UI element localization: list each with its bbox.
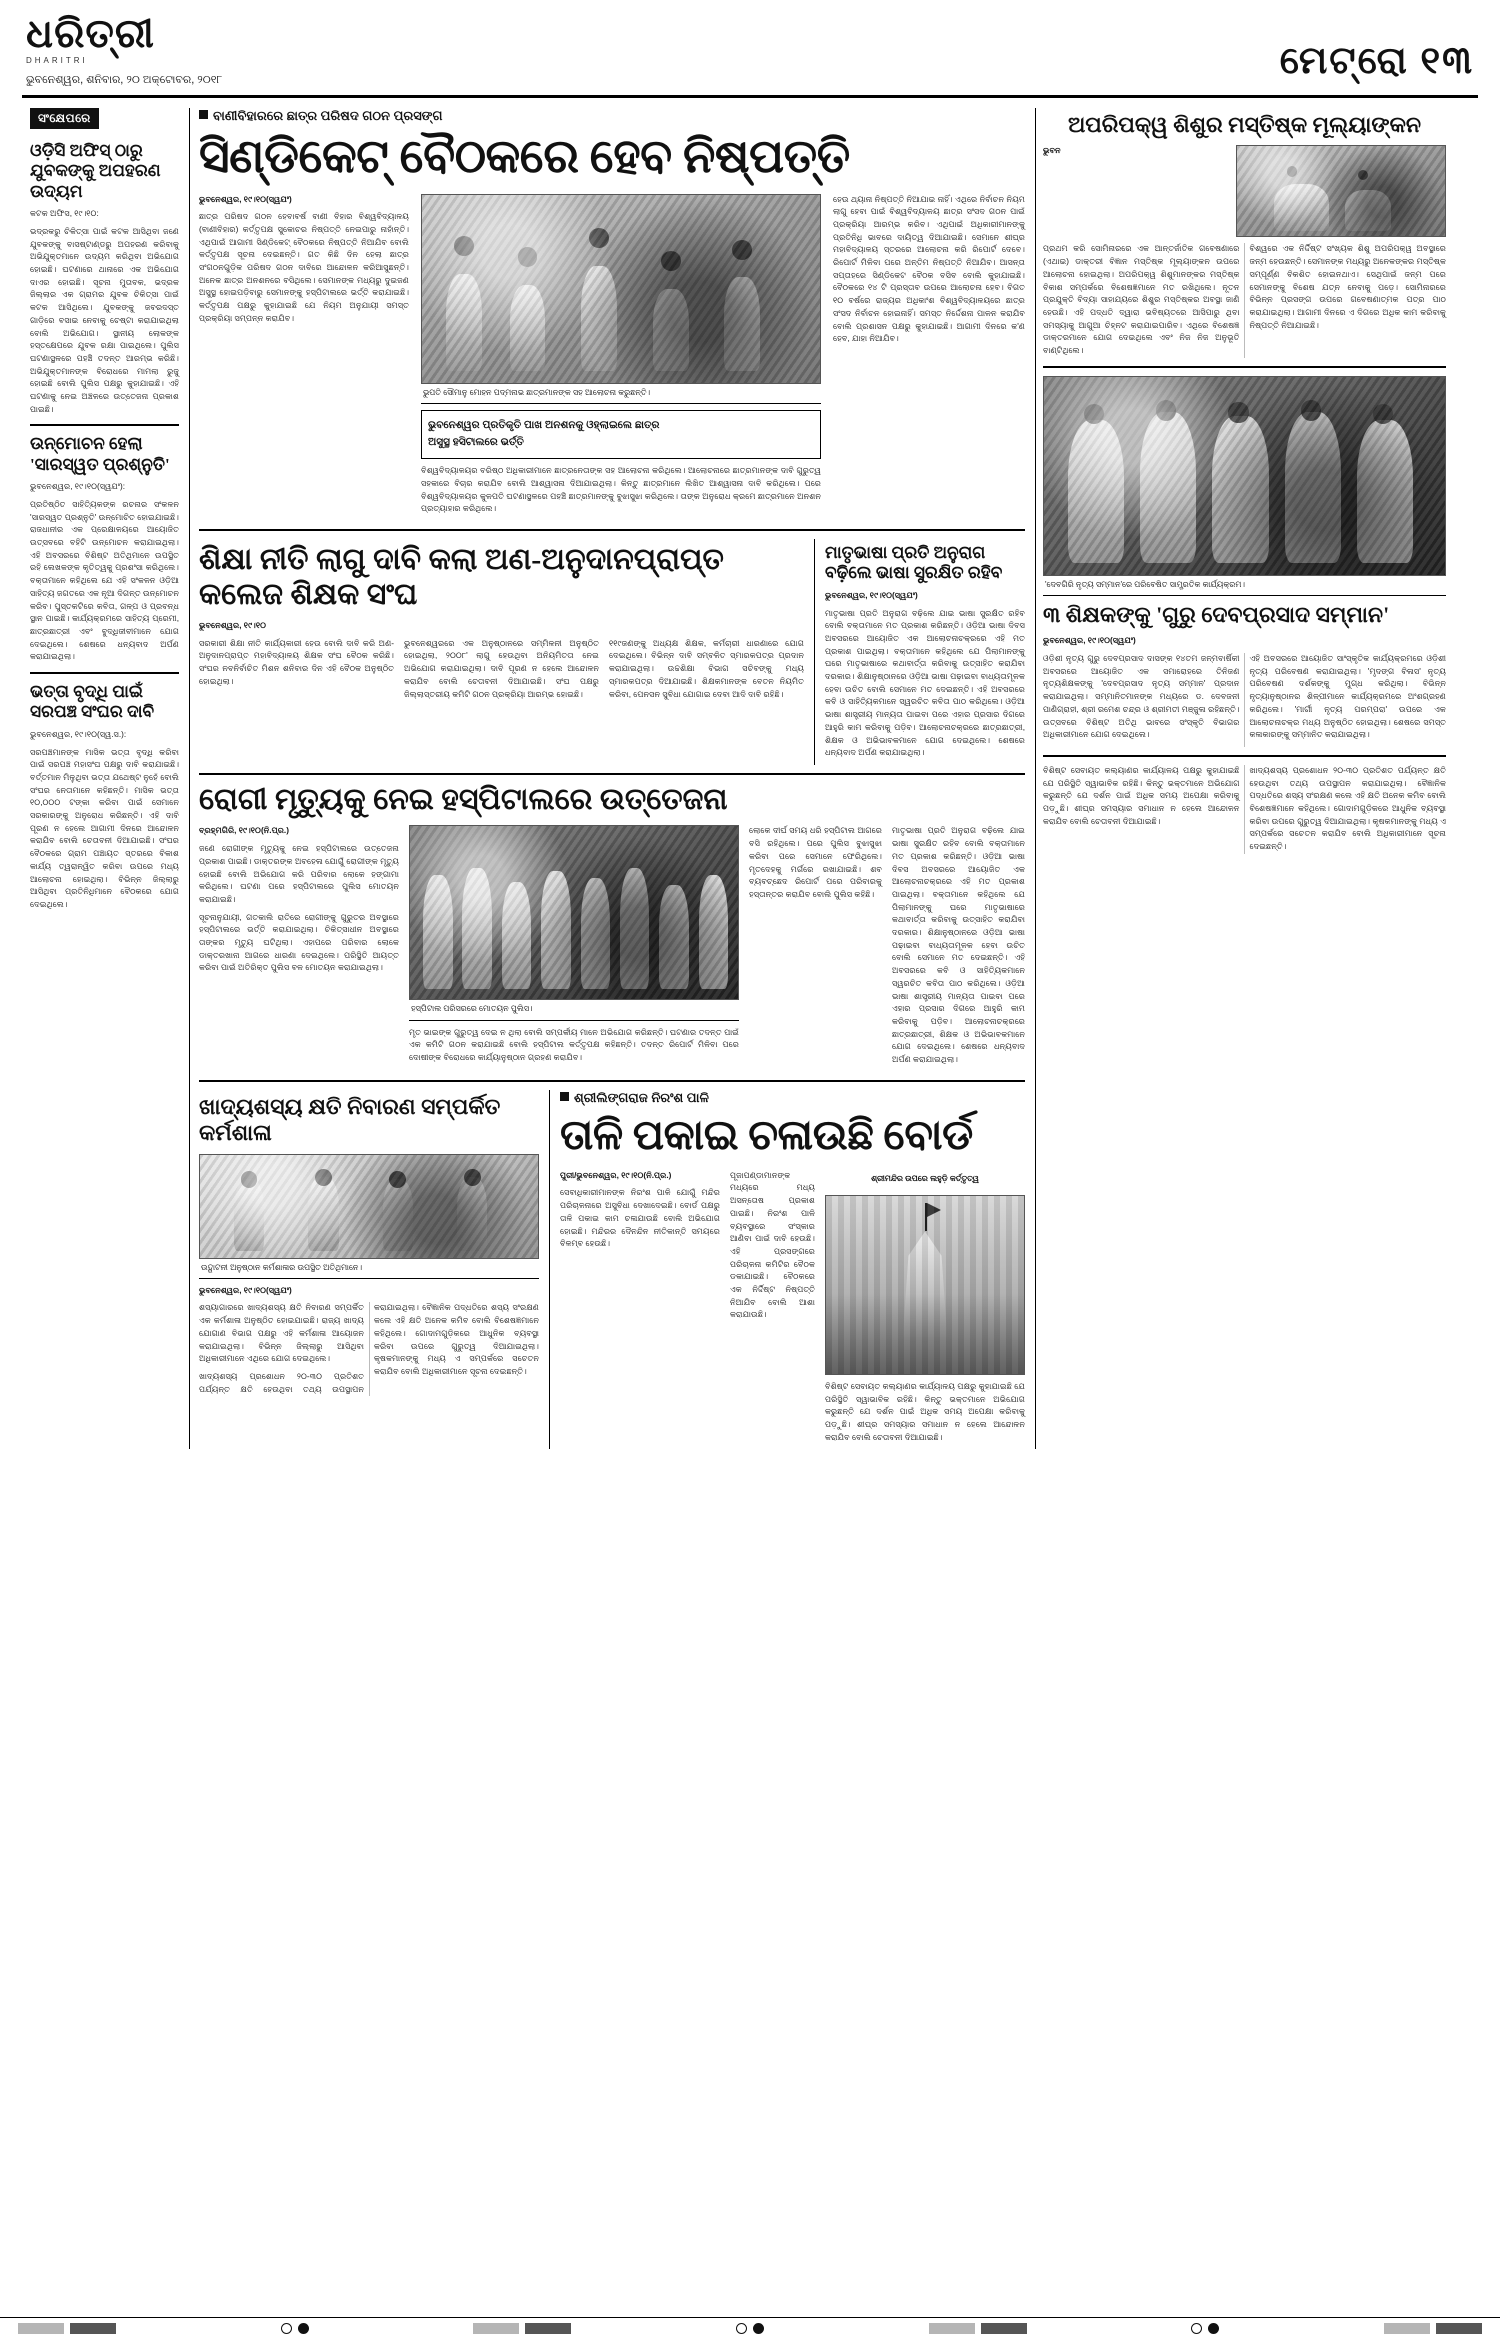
logo-subtext: DHARITRI (26, 56, 88, 65)
dance-paragraph: ଓଡ଼ିଶୀ ନୃତ୍ୟ ଗୁରୁ ଦେବପ୍ରସାଦ ଦାସଙ୍କ ୧୪ତମ ଜନ୍ମବାର୍ଷିକୀ ଅବସରରେ ଆୟୋଜିତ ଏକ ସମାରୋହରେ ତିନିଜଣ ନୃତ୍ୟଶିକ୍ଷକଙ୍କୁ 'ଦେବପ୍ରସାଦ ନୃତ୍ୟ ସମ୍ମାନ' ପ୍ରଦାନ କରାଯାଇଥିଲା। ସମ୍ମାନିତମାନଙ୍କ ମଧ୍ୟରେ ଡ. ଦେବଜନୀ ପାଣିଗ୍ରାହୀ, ଶ୍ରୀ ରମେଶ ଚନ୍ଦ୍ର ଓ ଶ୍ରୀମତୀ ମଞ୍ଜୁଳା ରହିଛନ୍ତି। ଉତ୍ସବରେ ବିଶିଷ୍ଟ ଅତିଥି ଭାବରେ ସଂସ୍କୃତି ବିଭାଗର ଅଧିକାରୀମାନେ ଯୋଗ ଦେଇଥିଲେ। (1043, 654, 1240, 740)
registration-dot (281, 2323, 292, 2334)
education-headline: ଶିକ୍ଷା ନୀତି ଲାଗୁ ଦାବି କଲା ଅଣ-ଅନୁଦାନପ୍ରାପ୍ତ କଲେଜ ଶିକ୍ଷକ ସଂଘ (199, 543, 724, 611)
registration-dot (1191, 2323, 1202, 2334)
dance-body (1043, 653, 1446, 747)
temple-dateline: ପୁରୀ/ଭୁବନେଶ୍ୱର, ୧୯।୧୦(ନି.ପ୍ର.) (560, 1170, 672, 1180)
registration-dot (736, 2323, 747, 2334)
registration-dot (1208, 2323, 1219, 2334)
language-extra: ମାତୃଭାଷା ପ୍ରତି ଅନୁରାଗ ବଢ଼ିଲେ ଯାଇ ଭାଷା ସୁରକ୍ଷିତ ରହିବ ବୋଲି ବକ୍ତାମାନେ ମତ ପ୍ରକାଶ କରିଛନ୍ତି। ଓଡ଼ିଆ ଭାଷା ଦିବସ ଅବସରରେ ଆୟୋଜିତ ଏକ ଆଲୋଚନାଚକ୍ରରେ ଏହି ମତ ପ୍ରକାଶ ପାଇଥିଲା। ବକ୍ତାମାନେ କହିଥିଲେ ଯେ ପିଲାମାନଙ୍କୁ ଘରେ ମାତୃଭାଷାରେ କଥାବାର୍ତ୍ତା କରିବାକୁ ଉତ୍ସାହିତ କରାଯିବା ଦରକାର। ଶିକ୍ଷାନୁଷ୍ଠାନରେ ଓଡ଼ିଆ ଭାଷା ପଢ଼ାଇବା ବାଧ୍ୟତାମୂଳକ ହେବା ଉଚିତ ବୋଲି ସେମାନେ ମତ ଦେଇଛନ୍ତି। ଏହି ଅବସରରେ କବି ଓ ସାହିତ୍ୟିକମାନେ ସ୍ୱରଚିତ କବିତା ପାଠ କରିଥିଲେ। ଓଡ଼ିଆ ଭାଷା ଶାସ୍ତ୍ରୀୟ ମାନ୍ୟତା ପାଇବା ପରେ ଏହାର ପ୍ରସାର ଦିଗରେ ଆହୁରି କାମ କରିବାକୁ ପଡ଼ିବ। ଆଲୋଚନାଚକ୍ରରେ ଛାତ୍ରଛାତ୍ରୀ, ଶିକ୍ଷକ ଓ ଅଭିଭାବକମାନେ ଯୋଗ ଦେଇଥିଲେ। ଶେଷରେ ଧନ୍ୟବାଦ ଅର୍ପଣ କରାଯାଇଥିଲା। (892, 826, 1025, 1065)
dance-dateline: ଭୁବନେଶ୍ୱର, ୧୯।୧୦(ସ୍ୱଯଂ) (1043, 636, 1136, 646)
column-rule (1035, 108, 1036, 1449)
main-content (191, 108, 1033, 1449)
lead-kicker (199, 108, 1025, 125)
workshop-body (199, 1302, 539, 1396)
registration-swatch (473, 2323, 519, 2334)
language-story (825, 539, 1025, 765)
flag-icon (925, 1203, 927, 1231)
brain-sub: ଭୁବନ (1043, 146, 1061, 156)
temple-kicker-text: ଶ୍ରୀଲିଙ୍ଗରାଜ ନିରଂଶ ପାଳି (574, 1089, 709, 1105)
lead-paragraph: ବିଶ୍ୱବିଦ୍ୟାଳୟର ବରିଷ୍ଠ ଅଧିକାରୀମାନେ ଛାତ୍ରନେତାଙ୍କ ସହ ଆଲୋଚନା କରିଥିଲେ। ଆଲୋଚନାରେ ଛାତ୍ରମାନଙ୍କ ଦାବି ଗୁରୁତ୍ୱ ସହକାରେ ବିଚାର କରାଯିବ ବୋଲି ଆଶ୍ୱାସନା ଦିଆଯାଇଥିଲା। କିନ୍ତୁ ଛାତ୍ରମାନେ ଲିଖିତ ଆଶ୍ୱାସନା ଦାବି କରିଥିଲେ। ପରେ ବିଶ୍ୱବିଦ୍ୟାଳୟର କୁଳପତି ଘଟଣାସ୍ଥଳରେ ପହଞ୍ଚି ଛାତ୍ରମାନଙ୍କୁ ବୁଝାସୁଝା କରିଥିଲେ। ତାଙ୍କ ଅନୁରୋଧ କ୍ରମେ ଛାତ୍ରମାନେ ଅନଶନ ପ୍ରତ୍ୟାହାର କରିଥିଲେ। (421, 466, 821, 514)
temple-paragraph: ସେବାଧିକାରୀମାନଙ୍କ ନିରଂଶ ପାଳି ଯୋଗୁଁ ମନ୍ଦିର ପରିଚାଳନାରେ ଅସୁବିଧା ଦେଖାଦେଇଛି। ବୋର୍ଡ ପକ୍ଷରୁ ତାଳି ପକାଇ କାମ ଚଳାଯାଉଛି ବୋଲି ଅଭିଯୋଗ ହୋଇଛି। ମନ୍ଦିରର ଦୈନନ୍ଦିନ ନୀତିକାନ୍ତି ସମୟରେ ବିଳମ୍ବ ହେଉଛି। (560, 1188, 720, 1249)
dance-photo-caption: 'ଦେବଗିରି ନୃତ୍ୟ ସମ୍ମାନ'ରେ ପରିବେଷିତ ସାମ୍ପ୍ରତିକ କାର୍ଯ୍ୟକ୍ରମ। (1043, 576, 1446, 596)
temple-story (560, 1090, 1025, 1450)
language-body: ମାତୃଭାଷା ପ୍ରତି ଅନୁରାଗ ବଢ଼ିଲେ ଯାଇ ଭାଷା ସୁରକ୍ଷିତ ରହିବ ବୋଲି ବକ୍ତାମାନେ ମତ ପ୍ରକାଶ କରିଛନ୍ତି। ଓଡ଼ିଆ ଭାଷା ଦିବସ ଅବସରରେ ଆୟୋଜିତ ଏକ ଆଲୋଚନାଚକ୍ରରେ ଏହି ମତ ପ୍ରକାଶ ପାଇଥିଲା। ବକ୍ତାମାନେ କହିଥିଲେ ଯେ ପିଲାମାନଙ୍କୁ ଘରେ ମାତୃଭାଷାରେ କଥାବାର୍ତ୍ତା କରିବାକୁ ଉତ୍ସାହିତ କରାଯିବା ଦରକାର। ଶିକ୍ଷାନୁଷ୍ଠାନରେ ଓଡ଼ିଆ ଭାଷା ପଢ଼ାଇବା ବାଧ୍ୟତାମୂଳକ ହେବା ଉଚିତ ବୋଲି ସେମାନେ ମତ ଦେଇଛନ୍ତି। ଏହି ଅବସରରେ କବି ଓ ସାହିତ୍ୟିକମାନେ ସ୍ୱରଚିତ କବିତା ପାଠ କରିଥିଲେ। ଓଡ଼ିଆ ଭାଷା ଶାସ୍ତ୍ରୀୟ ମାନ୍ୟତା ପାଇବା ପରେ ଏହାର ପ୍ରସାର ଦିଗରେ ଆହୁରି କାମ କରିବାକୁ ପଡ଼ିବ। ଆଲୋଚନାଚକ୍ରରେ ଛାତ୍ରଛାତ୍ରୀ, ଶିକ୍ଷକ ଓ ଅଭିଭାବକମାନେ ଯୋଗ ଦେଇଥିଲେ। ଶେଷରେ ଧନ୍ୟବାଦ ଅର୍ପଣ କରାଯାଇଥିଲା। (825, 608, 1025, 758)
education-story (199, 539, 804, 765)
photo-figures (1237, 146, 1445, 236)
lead-paragraph: ଛାତ୍ର ପରିଷଦ ଗଠନ ହେବାବର୍ଷ ବାଣୀ ବିହାର ବିଶ୍ୱବିଦ୍ୟାଳୟ (ବାଣୀବିହାର) କର୍ତ୍ତୃପକ୍ଷ ସୁକୋଚର ନିଷ୍ପତ୍ତି ନେଇପାରୁ ନାହାଁନ୍ତି। ଏଥିପାଇଁ ଆଗାମୀ ସିଣ୍ଡିକେଟ୍ ବୈଠକରେ ନିଷ୍ପତ୍ତି ନିଆଯିବ ବୋଲି କର୍ତ୍ତୃପକ୍ଷ ସୂଚନା ଦେଇଛନ୍ତି। ଗତ କିଛି ଦିନ ହେଲା ଛାତ୍ର ସଂଗଠନଗୁଡ଼ିକ ପରିଷଦ ଗଠନ ଦାବିରେ ଆନ୍ଦୋଳନ କରିଆସୁଛନ୍ତି। ଅନେକ ଛାତ୍ର ଅନଶନରେ ବସିଥିଲେ। ସେମାନଙ୍କ ମଧ୍ୟରୁ ଦୁଇଜଣ ଅସୁସ୍ଥ ହୋଇପଡ଼ିବାରୁ ସେମାନଙ୍କୁ ହସ୍ପିଟାଲରେ ଭର୍ତ୍ତି କରାଯାଇଛି। କର୍ତ୍ତୃପକ୍ଷ ପକ୍ଷରୁ କୁହାଯାଇଛି ଯେ ନିୟମ ଅନୁଯାୟୀ ସମସ୍ତ ପ୍ରକ୍ରିୟା ସମ୍ପନ୍ନ କରାଯିବ। (199, 212, 409, 323)
edition-dateline: ଭୁବନେଶ୍ୱର, ଶନିବାର, ୨୦ ଅକ୍ଟୋବର, ୨୦୧୮ (26, 74, 223, 86)
hospital-grid (199, 825, 1025, 1071)
dance-headline: ୩ ଶିକ୍ଷକଙ୍କୁ 'ଗୁରୁ ଦେବପ୍ରସାଦ ସମ୍ମାନ' (1043, 601, 1390, 627)
brief-dateline: କଟକ ଅଫିସ, ୧୯।୧୦: (30, 209, 99, 219)
brain-headline: ଅପରିପକ୍ୱ ଶିଶୁର ମସ୍ତିଷ୍କ ମୂଲ୍ୟାଙ୍କନ (1067, 112, 1422, 137)
bullet-square-icon (560, 1092, 569, 1101)
photo-figures (200, 1155, 538, 1258)
brief-body: ଭଦ୍ରକରୁ ଚିକିତ୍ସା ପାଇଁ କଟକ ଆସିଥିବା ଜଣେ ଯୁବକଙ୍କୁ ବାସଷ୍ଟାଣ୍ଡରୁ ଅପହରଣ କରିବାକୁ ଅଭିଯୁକ୍ତମାନେ ଉଦ୍ୟମ କରିଥିବା ଅଭିଯୋଗ ହୋଇଛି। ଘଟଣାରେ ଥାନାରେ ଏକ ଅଭିଯୋଗ ଦାଏର ହୋଇଛି। ସୂଚନା ମୁତାବକ, ଭଦ୍ରକ ଜିଲ୍ଲାର ଏକ ଗ୍ରାମର ଯୁବକ ଚିକିତ୍ସା ପାଇଁ କଟକ ଆସିଥିଲେ। ଯୁବକଙ୍କୁ ଜବରଦସ୍ତ ଗାଡ଼ିରେ ବସାଇ ନେବାକୁ ଚେଷ୍ଟା କରାଯାଇଥିଲା ବୋଲି ଅଭିଯୋଗ। ସ୍ଥାନୀୟ ଲୋକଙ୍କ ହସ୍ତକ୍ଷେପରେ ଯୁବକ ରକ୍ଷା ପାଇଥିଲେ। ପୁଲିସ ଘଟଣାସ୍ଥଳରେ ପହଞ୍ଚି ତଦନ୍ତ ଆରମ୍ଭ କରିଛି। ଅଭିଯୁକ୍ତମାନଙ୍କ ବିରୋଧରେ ମାମଲା ରୁଜୁ ହୋଇଛି ବୋଲି ପୁଲିସ ପକ୍ଷରୁ କୁହାଯାଇଛି। ଏହି ଘଟଣାକୁ ନେଇ ଅଞ୍ଚଳରେ ଉତ୍ତେଜନା ପ୍ରକାଶ ପାଇଛି। (30, 226, 179, 414)
workshop-photo-caption: ଉଦ୍ଘାଟନୀ ଅନୁଷ୍ଠାନ କର୍ମଶାଳାର ଉପସ୍ଥିତ ଅତିଥିମାନେ। (199, 1259, 539, 1279)
extra-paragraph: ଖାଦ୍ୟଶସ୍ୟ ପ୍ରଶୋଧନ ୨୦-୩୦ ପ୍ରତିଶତ ପର୍ଯ୍ୟନ୍ତ କ୍ଷତି ହେଉଥିବା ତଥ୍ୟ ଉପସ୍ଥାପନ କରାଯାଇଥିଲା। ବୈଜ୍ଞାନିକ ପଦ୍ଧତିରେ ଶସ୍ୟ ସଂରକ୍ଷଣ କଲେ ଏହି କ୍ଷତି ଅନେକ କମିବ ବୋଲି ବିଶେଷଜ୍ଞମାନେ କହିଥିଲେ। ଗୋଦାମଗୁଡ଼ିକରେ ଆଧୁନିକ ବ୍ୟବସ୍ଥା କରିବା ଉପରେ ଗୁରୁତ୍ୱ ଦିଆଯାଇଥିଲା। କୃଷକମାନଙ୍କୁ ମଧ୍ୟ ଏ ସମ୍ପର୍କରେ ସଚେତନ କରାଯିବ ବୋଲି ଅଧିକାରୀମାନେ ସୂଚନା ଦେଇଛନ୍ତି। (1249, 765, 1446, 852)
extra-paragraph: ବିଶିଷ୍ଟ ସେବାୟତ କଲ୍ୟାଣର କାର୍ଯ୍ୟାଳୟ ପକ୍ଷରୁ କୁହାଯାଇଛି ଯେ ପରିସ୍ଥିତି ସ୍ୱାଭାବିକ ରହିଛି। କିନ୍ତୁ ଭକ୍ତମାନେ ଅଭିଯୋଗ କରୁଛନ୍ତି ଯେ ଦର୍ଶନ ପାଇଁ ଅଧିକ ସମୟ ଅପେକ୍ଷା କରିବାକୁ ପଡ଼ୁଛି। ଶୀଘ୍ର ସମସ୍ୟାର ସମାଧାନ ନ ହେଲେ ଆନ୍ଦୋଳନ କରାଯିବ ବୋଲି ଚେତାବନୀ ଦିଆଯାଇଛି। (1043, 765, 1240, 826)
section-title: ମେଟ୍ରୋ ୧୩ (1279, 40, 1474, 82)
hospital-col-3 (749, 825, 882, 1071)
divider (199, 529, 1025, 531)
language-headline: ମାତୃଭାଷା ପ୍ରତି ଅନୁରାଗ ବଢ଼ିଲେ ଭାଷା ସୁରକ୍ଷିତ ରହିବ (825, 543, 1003, 583)
divider (1043, 366, 1446, 368)
lead-pullquote-box (421, 410, 821, 460)
brief-dateline: ଭୁବନେଶ୍ୱର, ୧୯।୧୦(ସ୍ୱ.ସ.): (30, 729, 127, 739)
lead-story (199, 108, 1025, 521)
mid-row (199, 539, 1025, 765)
lower-row (199, 1090, 1025, 1450)
workshop-headline: ଖାଦ୍ୟଶସ୍ୟ କ୍ଷତି ନିବାରଣ ସମ୍ପର୍କିତ କର୍ମଶାଳା (199, 1093, 501, 1146)
hospital-col-2 (409, 825, 739, 1071)
language-dateline: ଭୁବନେଶ୍ୱର, ୧୯।୧୦(ସ୍ୱଯଂ) (825, 590, 918, 600)
workshop-story (199, 1090, 539, 1450)
education-body (199, 638, 804, 702)
right-rail (1037, 108, 1452, 1449)
hospital-col-1 (199, 825, 399, 1071)
registration-swatch (525, 2323, 571, 2334)
hospital-paragraph: ଜଣେ ରୋଗୀଙ୍କ ମୃତ୍ୟୁକୁ ନେଇ ହସ୍ପିଟାଲରେ ଉତ୍ତେଜନା ପ୍ରକାଶ ପାଇଛି। ଡାକ୍ତରଙ୍କ ଅବହେଳା ଯୋଗୁଁ ରୋଗୀଙ୍କ ମୃତ୍ୟୁ ହୋଇଛି ବୋଲି ଅଭିଯୋଗ କରି ପରିବାର ଲୋକେ ହଙ୍ଗାମା କରିଥିଲେ। ଘଟଣା ପରେ ହସ୍ପିଟାଲରେ ପୁଲିସ ମୋତୟନ କରାଯାଇଛି। (199, 844, 399, 904)
workshop-paragraph: ଖାଦ୍ୟଶସ୍ୟ ପ୍ରଶୋଧନ ୨୦-୩୦ ପ୍ରତିଶତ ପର୍ଯ୍ୟନ୍ତ କ୍ଷତି ହେଉଥିବା ତଥ୍ୟ ଉପସ୍ଥାପନ କରାଯାଇଥିଲା। ବୈଜ୍ଞାନିକ ପଦ୍ଧତିରେ ଶସ୍ୟ ସଂରକ୍ଷଣ କଲେ ଏହି କ୍ଷତି ଅନେକ କମିବ ବୋଲି ବିଶେଷଜ୍ଞମାନେ କହିଥିଲେ। ଗୋଦାମଗୁଡ଼ିକରେ ଆଧୁନିକ ବ୍ୟବସ୍ଥା କରିବା ଉପରେ ଗୁରୁତ୍ୱ ଦିଆଯାଇଥିଲା। କୃଷକମାନଙ୍କୁ ମଧ୍ୟ ଏ ସମ୍ପର୍କରେ ସଚେତନ କରାଯିବ ବୋଲି ଅଧିକାରୀମାନେ ସୂଚନା ଦେଇଛନ୍ତି। (199, 1303, 539, 1394)
registration-swatch (70, 2323, 116, 2334)
brief-headline: ଉନ୍ମୋଚନ ହେଲା 'ସାରସ୍ୱତ ପ୍ରଶ୍ନୁତି' (30, 434, 170, 474)
registration-swatch (929, 2323, 975, 2334)
pullquote-line-2: ଅସୁସ୍ଥ ହସିଟାଲରେ ଭର୍ତ୍ତି (428, 436, 524, 449)
hospital-photo (409, 825, 739, 1000)
column-rule (549, 1090, 550, 1450)
temple-grid (560, 1170, 1025, 1450)
temple-col-2 (730, 1170, 815, 1450)
column-rule (189, 108, 190, 1449)
workshop-dateline: ଭୁବନେଶ୍ୱର, ୧୯।୧୦(ସ୍ୱଯଂ) (199, 1285, 292, 1295)
page-grid (22, 98, 1478, 1449)
brain-body (1043, 243, 1446, 357)
education-dateline: ଭୁବନେଶ୍ୱର, ୧୯।୧୦ (199, 621, 267, 631)
education-paragraph: ଭୁବନେଶ୍ୱରରେ ଏକ ଅନୁଷ୍ଠାନରେ ସମ୍ମିଳନୀ ଅନୁଷ୍ଠିତ ହୋଇଥିଲା, ୨୦୦୮' ଲାଗୁ ହେଉଥିବା ଅନିୟମିତତା ନେଇ ଅଭିଯୋଗ କରାଯାଇଥିଲା। ଦାବି ପୂରଣ ନ ହେଲେ ଆନ୍ଦୋଳନ କରାଯିବ ବୋଲି ଚେତାବନୀ ଦିଆଯାଇଛି। ସଂଘ ପକ୍ଷରୁ ଜିଲ୍ଲାସ୍ତରୀୟ କମିଟି ଗଠନ ପ୍ରକ୍ରିୟା ଆରମ୍ଭ ହୋଇଛି। (404, 638, 599, 699)
lead-paragraph: ହେଉ ଥ୍ୟାନା ନିଷ୍ପତ୍ତି ନିଆଯାଇ ନାହିଁ। ଏଥିରେ ନିର୍ବାଚନ ନିୟମ ଲାଗୁ ହେବା ପାଇଁ ବିଶ୍ୱବିଦ୍ୟାଳୟ ଛାତ୍ର ସଂସଦ ଗଠନ ପାଇଁ ପ୍ରକ୍ରିୟା ଆରମ୍ଭ କରିବ। ଏଥିପାଇଁ ଅଧିକାରୀମାନଙ୍କୁ ପ୍ରତିନିଧି ଭାବରେ ଦାୟିତ୍ୱ ଦିଆଯାଇଛି। ସେମାନେ ଶୀଘ୍ର ମହାବିଦ୍ୟାଳୟ ସ୍ତରରେ ଆଲୋଚନା କରି ରିପୋର୍ଟ ଦେବେ। ରିପୋର୍ଟ ମିଳିବା ପରେ ଅନ୍ତିମ ନିଷ୍ପତ୍ତି ନିଆଯିବ। ଆସନ୍ତା ସପ୍ତାହରେ ସିଣ୍ଡିକେଟ ବୈଠକ ବସିବ ବୋଲି କୁହାଯାଇଛି। ବୈଠକରେ ୧୪ ଟି ପ୍ରସ୍ତାବ ଉପରେ ଆଲୋଚନା ହେବ। ବିଗତ ୧୦ ବର୍ଷରେ ରାଜ୍ୟର ଅଧିକାଂଶ ବିଶ୍ୱବିଦ୍ୟାଳୟରେ ଛାତ୍ର ସଂସଦ ନିର୍ବାଚନ ହୋଇନାହିଁ। ସମସ୍ତ ନିର୍ଦ୍ଦେଶନା ପାଳନ କରାଯିବ ବୋଲି ପ୍ରଶାସନ ପକ୍ଷରୁ କୁହାଯାଇଛି। ଆଗାମୀ ଦିନରେ କ'ଣ ହେବ, ଯାହା ନିଆଯିବ। (833, 194, 1025, 344)
lead-body-grid (199, 194, 1025, 522)
divider (199, 773, 1025, 775)
temple-photo-caption: ଶ୍ରୀମନ୍ଦିର ଉପରେ ଲହୁଡ଼ି କର୍ତ୍ତୃତ୍ୱ (871, 1173, 979, 1183)
temple-headline: ତାଳି ପକାଇ ଚଳାଉଛି ବୋର୍ଡ (560, 1112, 973, 1159)
hospital-paragraph: ମୃତ ଭାଇଙ୍କ ଗୁରୁତ୍ୱ ଦେଇ ନ ଥିଲା ବୋଲି ସମ୍ପର୍କୀୟ ମାନେ ଅଭିଯୋଗ କରିଛନ୍ତି। ଘଟଣାର ତଦନ୍ତ ପାଇଁ ଏକ କମିଟି ଗଠନ କରାଯାଇଛି ବୋଲି ହସ୍ପିଟାଲ କର୍ତ୍ତୃପକ୍ଷ କହିଛନ୍ତି। ତଦନ୍ତ ରିପୋର୍ଟ ମିଳିବା ପରେ ଦୋଷୀଙ୍କ ବିରୋଧରେ କାର୍ଯ୍ୟାନୁଷ୍ଠାନ ଗ୍ରହଣ କରାଯିବ। (409, 1027, 739, 1063)
pullquote-line-1: ଭୁବନେଶ୍ୱର ପ୍ରତିକୃତି ପାଖ ଅନଶନକୁ ଓହ୍ଲାଇଲେ ଛାତ୍ର (428, 418, 660, 431)
lead-col-2 (421, 194, 821, 522)
brief-item (30, 682, 179, 912)
photo-figures (422, 195, 820, 383)
logo-wordmark: ଧରିତ୍ରୀ (26, 11, 155, 56)
dance-story (1043, 376, 1446, 747)
divider (1043, 755, 1446, 757)
workshop-photo (199, 1154, 539, 1259)
hospital-story (199, 783, 1025, 1072)
education-paragraph: ୧୧୯ଜଣଙ୍କୁ ଅଧ୍ୟକ୍ଷ ଶିକ୍ଷକ, କର୍ମଚାରୀ ଧାରଣାରେ ଯୋଗ ଦେଇଥିଲେ। ବିଭିନ୍ନ ଦାବି ସମ୍ବଳିତ ସ୍ମାରକପତ୍ର ପ୍ରଦାନ କରାଯାଇଥିଲା। ଉଚ୍ଚଶିକ୍ଷା ବିଭାଗ ସଚିବଙ୍କୁ ମଧ୍ୟ ସ୍ମାରକପତ୍ର ଦିଆଯାଇଛି। ଶିକ୍ଷକମାନଙ୍କ ବେତନ ନିୟମିତ କରିବା, ପେନସନ ସୁବିଧା ଯୋଗାଇ ଦେବା ଆଦି ଦାବି ରହିଛି। (609, 638, 804, 699)
temple-paragraph: ପୂଜାପଣ୍ଡାମାନଙ୍କ ମଧ୍ୟରେ ମଧ୍ୟ ଅସନ୍ତୋଷ ପ୍ରକାଶ ପାଇଛି। ନିରଂଶ ପାଳି ବ୍ୟବସ୍ଥାରେ ସଂସ୍କାର ଆଣିବା ପାଇଁ ଦାବି ହେଉଛି। ଏହି ପ୍ରସଙ୍ଗରେ ପରିଚାଳନା କମିଟିର ବୈଠକ ଡକାଯାଇଛି। ବୈଠକରେ ଏକ ନିର୍ଦ୍ଦିଷ୍ଟ ନିଷ୍ପତ୍ତି ନିଆଯିବ ବୋଲି ଆଶା କରାଯାଉଛି। (730, 1170, 815, 1320)
hospital-dateline: ବ୍ରହ୍ମଗିରି, ୧୯।୧୦(ନି.ପ୍ର.) (199, 826, 289, 836)
masthead-logo (26, 11, 223, 87)
photo-figures (1044, 377, 1445, 575)
dance-paragraph: ଏହି ଅବସରରେ ଆୟୋଜିତ ସାଂସ୍କୃତିକ କାର୍ଯ୍ୟକ୍ରମରେ ଓଡ଼ିଶୀ ନୃତ୍ୟ ପରିବେଷଣ କରାଯାଇଥିଲା। 'ମୃଦଙ୍ଗ ବିଳାସ' ନୃତ୍ୟ ପରିବେଷଣ ଦର୍ଶକଙ୍କୁ ମୁଗ୍ଧ କରିଥିଲା। ବିଭିନ୍ନ ନୃତ୍ୟାନୁଷ୍ଠାନର ଶିଳ୍ପୀମାନେ କାର୍ଯ୍ୟକ୍ରମରେ ଅଂଶଗ୍ରହଣ କରିଥିଲେ। 'ମାର୍ଗୀ ନୃତ୍ୟ ପରମ୍ପରା' ଉପରେ ଏକ ଆଲୋଚନାଚକ୍ର ମଧ୍ୟ ଅନୁଷ୍ଠିତ ହୋଇଥିଲା। ଶେଷରେ ସମସ୍ତ କଳାକାରଙ୍କୁ ସମ୍ମାନିତ କରାଯାଇଥିଲା। (1249, 654, 1446, 740)
brain-story (1043, 112, 1446, 358)
hospital-photo-caption: ହସ୍ପିଟାଲ ପରିସରରେ ମୋତୟନ ପୁଲିସ। (409, 1000, 739, 1020)
brain-photo (1236, 145, 1446, 237)
registration-dot (753, 2323, 764, 2334)
brief-item (30, 434, 179, 664)
workshop-paragraph: ଶସ୍ୟାଗାରରେ ଖାଦ୍ୟଶସ୍ୟ କ୍ଷତି ନିବାରଣ ସମ୍ପର୍କିତ ଏକ କର୍ମଶାଳା ଅନୁଷ୍ଠିତ ହୋଇଯାଇଛି। ରାଜ୍ୟ ଖାଦ୍ୟ ଯୋଗାଣ ବିଭାଗ ପକ୍ଷରୁ ଏହି କର୍ମଶାଳା ଆୟୋଜନ କରାଯାଇଥିଲା। ବିଭିନ୍ନ ଜିଲ୍ଲାରୁ ଆସିଥିବା ଅଧିକାରୀମାନେ ଏଥିରେ ଯୋଗ ଦେଇଥିଲେ। (199, 1303, 364, 1364)
photo-figures (410, 826, 738, 999)
dance-photo (1043, 376, 1446, 576)
hospital-headline: ରୋଗୀ ମୃତ୍ୟୁକୁ ନେଇ ହସ୍ପିଟାଲରେ ଉତ୍ତେଜନା (199, 782, 728, 816)
registration-swatch (981, 2323, 1027, 2334)
registration-swatch (1384, 2323, 1430, 2334)
column-rule (814, 539, 815, 765)
temple-photo (825, 1195, 1025, 1375)
temple-spire-shape (887, 1232, 962, 1342)
lead-col-3 (833, 194, 1025, 522)
brief-body: ସରପଞ୍ଚମାନଙ୍କ ମାସିକ ଭତ୍ତା ବୃଦ୍ଧି କରିବା ପାଇଁ ସରପଞ୍ଚ ମହାସଂଘ ପକ୍ଷରୁ ଦାବି କରାଯାଇଛି। ବର୍ତ୍ତମାନ ମିଳୁଥିବା ଭତ୍ତା ଯଥେଷ୍ଟ ନୁହେଁ ବୋଲି ସଂଘର ନେତାମାନେ କହିଛନ୍ତି। ମାସିକ ଭତ୍ତା ୧୦,୦୦୦ ଟଙ୍କା କରିବା ପାଇଁ ସେମାନେ ସରକାରଙ୍କୁ ଅନୁରୋଧ କରିଛନ୍ତି। ଏହି ଦାବି ପୂରଣ ନ ହେଲେ ଆଗାମୀ ଦିନରେ ଆନ୍ଦୋଳନ କରାଯିବ ବୋଲି ଚେତାବନୀ ଦିଆଯାଇଛି। ସଂଘର ବୈଠକରେ ଗ୍ରାମ ପଞ୍ଚାୟତ ସ୍ତରରେ ବିକାଶ କାର୍ଯ୍ୟ ତ୍ୱରାନ୍ୱିତ କରିବା ଉପରେ ମଧ୍ୟ ଆଲୋଚନା ହୋଇଥିଲା। ବିଭିନ୍ନ ଜିଲ୍ଲାରୁ ଆସିଥିବା ପ୍ରତିନିଧିମାନେ ବୈଠକରେ ଯୋଗ ଦେଇଥିଲେ। (30, 747, 179, 909)
brain-paragraph: ପ୍ରଥମ କରି ସୋମିନାରରେ ଏକ ଆନ୍ତର୍ଜାତିକ ଗବେଷଣାରେ (ଏଥାଇ) ଡାକ୍ତରୀ ବିଜ୍ଞାନ ମସ୍ତିଷ୍କ ମୂଲ୍ୟାଙ୍କନ ଉପରେ ଆଲୋଚନା ହୋଇଥିଲା। ଅପରିପକ୍ୱ ଶିଶୁମାନଙ୍କର ମସ୍ତିଷ୍କ ବିକାଶ ସମ୍ପର୍କରେ ବିଶେଷଜ୍ଞମାନେ ମତ ରଖିଥିଲେ। ନୂତନ ପ୍ରଯୁକ୍ତି ବିଦ୍ୟା ସାହାଯ୍ୟରେ ଶିଶୁର ମସ୍ତିଷ୍କର ଅବସ୍ଥା ଜାଣି ହେଉଛି। ଏହି ପଦ୍ଧତି ଦ୍ୱାରା ଭବିଷ୍ୟତରେ ଆସିପାରୁ ଥିବା ସମସ୍ୟାକୁ ଆଗୁଆ ଚିହ୍ନଟ କରାଯାଇପାରିବ। ଏଥିରେ ବିଶେଷଜ୍ଞ ଡାକ୍ତରମାନେ ଯୋଗ ଦେଇଥିଲେ ଏବଂ ନିଜ ନିଜ ଅନୁଭୂତି ବାଣ୍ଟିଥିଲେ। (1043, 244, 1240, 356)
print-registration-strip (0, 2317, 1500, 2339)
brief-section-tag: ସଂକ୍ଷେପରେ (30, 108, 99, 129)
left-rail (22, 108, 187, 1449)
lead-kicker-text: ବାଣୀବିହାରରେ ଛାତ୍ର ପରିଷଦ ଗଠନ ପ୍ରସଙ୍ଗ (213, 108, 443, 123)
hospital-col-4 (892, 825, 1025, 1071)
extra-body (1043, 765, 1446, 854)
temple-kicker (560, 1090, 1025, 1107)
divider (199, 1080, 1025, 1082)
lead-headline: ସିଣ୍ଡିକେଟ୍ ବୈଠକରେ ହେବ ନିଷ୍ପତ୍ତି (199, 130, 850, 183)
registration-swatch (18, 2323, 64, 2334)
lead-photo-caption: ଭୁପତି ସୌମାନୁ ମୋହନ ପଦ୍ମନାଭ ଛାତ୍ରମାନଙ୍କ ସହ ଆଲୋଚନା କରୁଛନ୍ତି। (421, 384, 821, 404)
brief-headline: ଭତ୍ତା ବୃଦ୍ଧି ପାଇଁ ସରପଞ୍ଚ ସଂଘର ଦାବି (30, 682, 155, 722)
brain-paragraph: ବିଶ୍ୱରେ ଏକ ନିର୍ଦ୍ଦିଷ୍ଟ ସଂଖ୍ୟକ ଶିଶୁ ଅପରିପକ୍ୱ ଅବସ୍ଥାରେ ଜନ୍ମ ହେଉଛନ୍ତି। ସେମାନଙ୍କ ମଧ୍ୟରୁ ଅନେକଙ୍କର ମସ୍ତିଷ୍କ ସମ୍ପୂର୍ଣ୍ଣ ବିକଶିତ ହୋଇନଥାଏ। ସେଥିପାଇଁ ଜନ୍ମ ପରେ ସେମାନଙ୍କୁ ବିଶେଷ ଯତ୍ନ ନେବାକୁ ପଡ଼େ। ସୋମିନାରରେ ବିଭିନ୍ନ ପ୍ରସଙ୍ଗ ଉପରେ ଗବେଷଣାତ୍ମକ ପତ୍ର ପାଠ କରାଯାଇଥିଲା। ଆଗାମୀ ଦିନରେ ଏ ଦିଗରେ ଅଧିକ କାମ କରିବାକୁ ନିଷ୍ପତ୍ତି ନିଆଯାଇଛି। (1249, 244, 1446, 330)
lead-photo (421, 194, 821, 384)
temple-col-1 (560, 1170, 720, 1450)
temple-col-3 (825, 1170, 1025, 1450)
bullet-square-icon (199, 110, 208, 119)
lead-dateline: ଭୁବନେଶ୍ୱର, ୧୯।୧୦(ସ୍ୱଯଂ) (199, 194, 292, 204)
brief-headline: ଓଡ଼ିସି ଅଫିସ୍ ଠାରୁ ଯୁବକଙ୍କୁ ଅପହରଣ ଉଦ୍ୟମ (30, 141, 161, 201)
lead-col-1 (199, 194, 409, 522)
temple-paragraph: ବିଶିଷ୍ଟ ସେବାୟତ କଲ୍ୟାଣର କାର୍ଯ୍ୟାଳୟ ପକ୍ଷରୁ କୁହାଯାଇଛି ଯେ ପରିସ୍ଥିତି ସ୍ୱାଭାବିକ ରହିଛି। କିନ୍ତୁ ଭକ୍ତମାନେ ଅଭିଯୋଗ କରୁଛନ୍ତି ଯେ ଦର୍ଶନ ପାଇଁ ଅଧିକ ସମୟ ଅପେକ୍ଷା କରିବାକୁ ପଡ଼ୁଛି। ଶୀଘ୍ର ସମସ୍ୟାର ସମାଧାନ ନ ହେଲେ ଆନ୍ଦୋଳନ କରାଯିବ ବୋଲି ଚେତାବନୀ ଦିଆଯାଇଛି। (825, 1381, 1025, 1442)
education-paragraph: ସରକାରୀ ଶିକ୍ଷା ନୀତି କାର୍ଯ୍ୟକାରୀ ହେଉ ବୋଲି ଦାବି କରି ଅଣ-ଅନୁଦାନପ୍ରାପ୍ତ ମହାବିଦ୍ୟାଳୟ ଶିକ୍ଷକ ସଂଘ ବୈଠକ କରିଛି। ସଂଘର ନବନିର୍ବାଚିତ ମିଶନ ଶନିବାର ଦିନ ଏହି ବୈଠକ ଅନୁଷ୍ଠିତ ହୋଇଥିଲା। (199, 638, 394, 686)
brain-top (1043, 145, 1446, 237)
masthead (22, 0, 1478, 98)
divider (30, 672, 179, 674)
divider (30, 424, 179, 426)
right-rail-extra (1043, 765, 1446, 854)
brief-dateline: ଭୁବନେଶ୍ୱର, ୧୯।୧୦(ସ୍ୱଯଂ): (30, 482, 125, 492)
hospital-paragraph: ସୂଚନାନୁଯାୟୀ, ଗତକାଲି ରାତିରେ ରୋଗୀଙ୍କୁ ଗୁରୁତର ଅବସ୍ଥାରେ ହସ୍ପିଟାଲରେ ଭର୍ତ୍ତି କରାଯାଇଥିଲା। ଚିକିତ୍ସାଧୀନ ଅବସ୍ଥାରେ ତାଙ୍କର ମୃତ୍ୟୁ ଘଟିଥିଲା। ଏହାପରେ ପରିବାର ଲୋକେ ଡାକ୍ତରଖାନା ଆଗରେ ଧାରଣା ଦେଇଥିଲେ। ପରିସ୍ଥିତି ଆୟତ୍ତ କରିବା ପାଇଁ ଅତିରିକ୍ତ ପୁଲିସ ବଳ ମୋତୟନ କରାଯାଇଥିଲା। (199, 912, 399, 973)
hospital-paragraph: ଲୋକେ ଦୀର୍ଘ ସମୟ ଧରି ହସ୍ପିଟାଲ ଆଗରେ ବସି ରହିଥିଲେ। ପରେ ପୁଲିସ ବୁଝାସୁଝା କରିବା ପରେ ସେମାନେ ଫେରିଥିଲେ। ମୃତଦେହକୁ ମର୍ଗରେ ରଖାଯାଇଛି। ଶବ ବ୍ୟବଚ୍ଛେଦ ରିପୋର୍ଟ ପରେ ପରିବାରକୁ ହସ୍ତାନ୍ତର କରାଯିବ ବୋଲି ପୁଲିସ କହିଛି। (749, 826, 882, 899)
brief-item (30, 141, 179, 416)
registration-swatch (1436, 2323, 1482, 2334)
registration-dot (298, 2323, 309, 2334)
brief-body: ପ୍ରତିଷ୍ଠିତ ସାହିତ୍ୟିକଙ୍କ ରଚନାର ସଂକଳନ 'ସାରସ୍ୱତ ପ୍ରଶ୍ନୁତି' ଉନ୍ମୋଚିତ ହୋଇଯାଇଛି। ରାଜଧାନୀର ଏକ ପ୍ରେକ୍ଷାଳୟରେ ଆୟୋଜିତ ଉତ୍ସବରେ ବହିଟି ଉନ୍ମୋଚନ କରାଯାଇଥିଲା। ଏହି ଅବସରରେ ବିଶିଷ୍ଟ ଅତିଥିମାନେ ଉପସ୍ଥିତ ରହି ଲେଖକଙ୍କ କୃତିତ୍ୱକୁ ପ୍ରଶଂସା କରିଥିଲେ। ବକ୍ତାମାନେ କହିଥିଲେ ଯେ ଏହି ସଂକଳନ ଓଡ଼ିଆ ସାହିତ୍ୟ ଜଗତରେ ଏକ ନୂଆ ଦିଗନ୍ତ ଉନ୍ମୋଚନ କରିବ। ପୁସ୍ତକଟିରେ କବିତା, ଗଳ୍ପ ଓ ପ୍ରବନ୍ଧ ସ୍ଥାନ ପାଇଛି। କାର୍ଯ୍ୟକ୍ରମରେ ସାହିତ୍ୟ ପ୍ରେମୀ, ଛାତ୍ରଛାତ୍ରୀ ଏବଂ ବୁଦ୍ଧିଜୀବୀମାନେ ଯୋଗ ଦେଇଥିଲେ। ଶେଷରେ ଧନ୍ୟବାଦ ଅର୍ପଣ କରାଯାଇଥିଲା। (30, 499, 179, 662)
